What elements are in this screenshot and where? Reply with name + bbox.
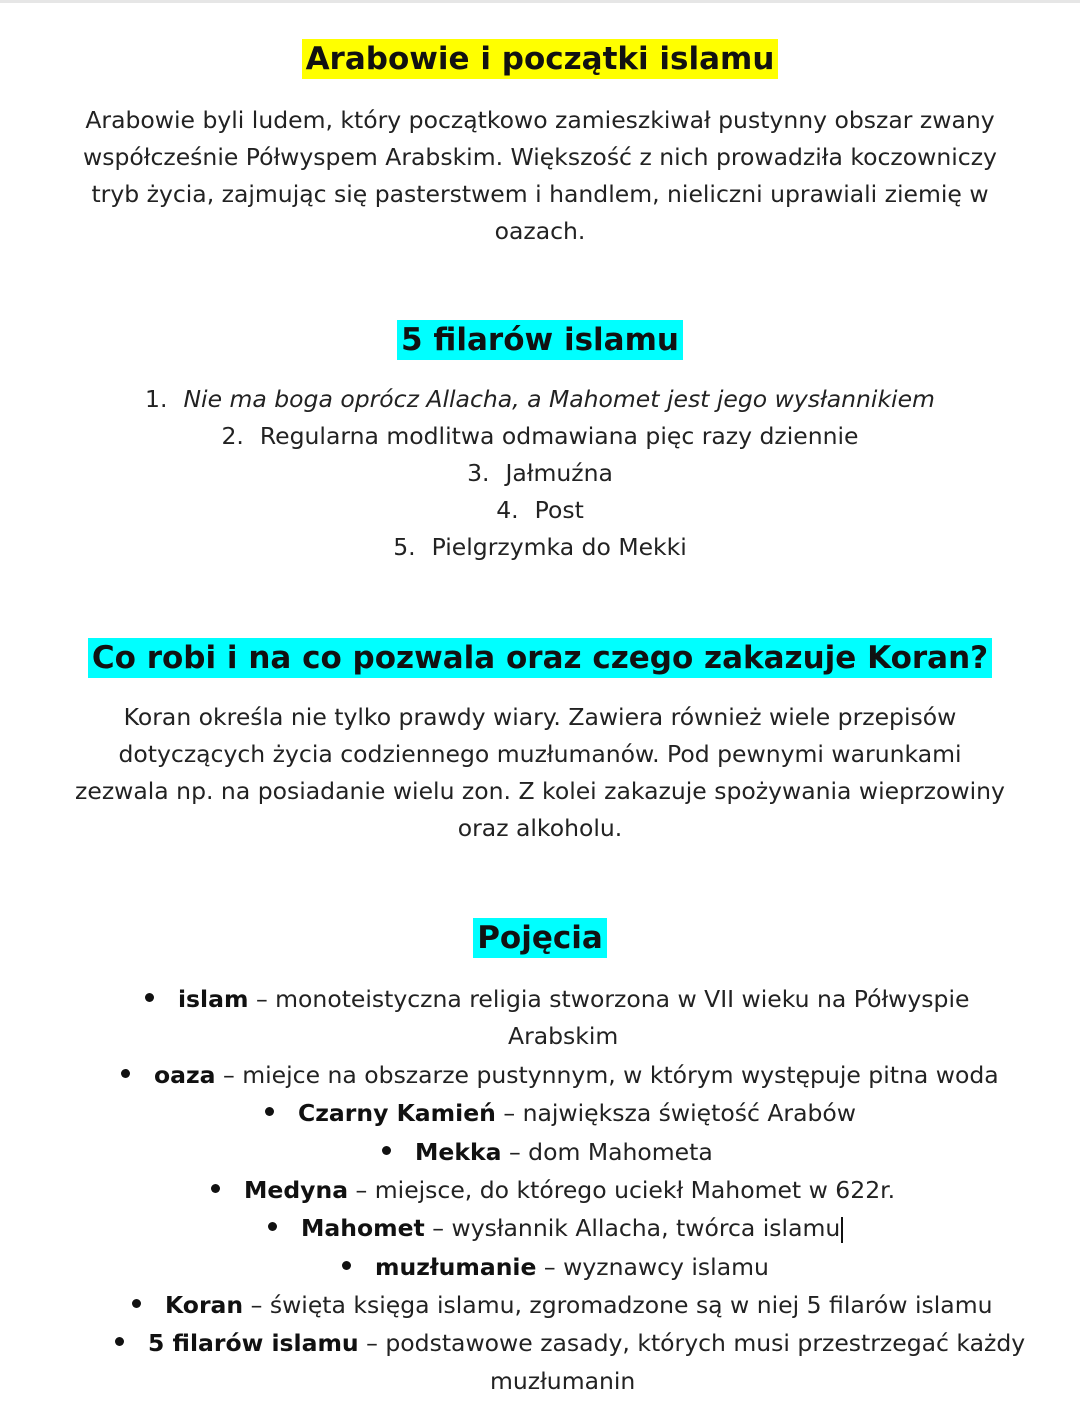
definition: – monoteistyczna religia stworzona w VII wieku na Półwyspie — [255, 985, 970, 1013]
list-text: Nie ma boga oprócz Allacha, a Mahomet jest jego wysłannikiem — [183, 385, 935, 413]
list-item — [0, 418, 1080, 455]
bullet-icon — [145, 993, 154, 1002]
heading-arabs: Arabowie i początki islamu — [302, 39, 779, 79]
list-item — [121, 1056, 999, 1094]
paragraph-koran — [40, 699, 1040, 847]
list-number: 1. — [145, 385, 168, 413]
definition: – podstawowe zasady, których musi przestrzegać każdy — [366, 1329, 1026, 1357]
heading-pillars: 5 filarów islamu — [397, 320, 683, 360]
list-item — [0, 492, 1080, 529]
bullet-icon — [211, 1184, 220, 1193]
paragraph-line: oazach. — [494, 217, 586, 245]
paragraph-line: Koran określa nie tylko prawdy wiary. Zawiera również wiele przepisów — [123, 703, 957, 731]
paragraph-line: zezwala np. na posiadanie wielu zon. Z kolei zakazuje spożywania wieprzowiny — [75, 777, 1005, 805]
bullet-icon — [382, 1146, 391, 1155]
list-item — [342, 1248, 769, 1286]
term: oaza — [154, 1061, 216, 1089]
list-item — [268, 1209, 843, 1247]
paragraph-arabs — [40, 102, 1040, 250]
definition: – wysłannik Allacha, twórca islamu — [432, 1214, 841, 1242]
list-item — [132, 1286, 992, 1324]
list-text: Pielgrzymka do Mekki — [431, 533, 687, 561]
list-item — [0, 455, 1080, 492]
list-item — [0, 381, 1080, 418]
heading-row-pillars — [0, 320, 1080, 360]
definition: – największa świętość Arabów — [503, 1099, 857, 1127]
definition: – miejce na obszarze pustynnym, w którym występuje pitna woda — [223, 1061, 999, 1089]
bullet-icon — [115, 1337, 124, 1346]
list-item-continuation: Arabskim — [508, 1022, 619, 1050]
text-cursor — [841, 1217, 843, 1243]
term: Koran — [165, 1291, 244, 1319]
definition: – wyznawcy islamu — [543, 1253, 769, 1281]
list-item-continuation: muzłumanin — [490, 1367, 636, 1395]
list-text: Post — [534, 496, 584, 524]
paragraph-line: Arabowie byli ludem, który początkowo zamieszkiwał pustynny obszar zwany — [85, 106, 995, 134]
list-text: Jałmuźna — [505, 459, 613, 487]
paragraph-line: współcześnie Półwyspem Arabskim. Większość z nich prowadziła koczowniczy — [83, 143, 997, 171]
paragraph-line: oraz alkoholu. — [457, 814, 623, 842]
bullet-icon — [265, 1107, 274, 1116]
bullet-icon — [132, 1299, 141, 1308]
heading-terms: Pojęcia — [473, 918, 607, 958]
list-item — [115, 1324, 1025, 1362]
term: 5 filarów islamu — [148, 1329, 359, 1357]
list-item — [265, 1094, 856, 1132]
list-item — [382, 1133, 713, 1171]
definition: – dom Mahometa — [508, 1138, 713, 1166]
heading-row-arabs — [0, 39, 1080, 79]
list-text: Regularna modlitwa odmawiana pięc razy dziennie — [259, 422, 859, 450]
term: muzłumanie — [375, 1253, 537, 1281]
paragraph-line: tryb życia, zajmując się pasterstwem i handlem, nieliczni uprawiali ziemię w — [91, 180, 989, 208]
bullet-icon — [121, 1069, 130, 1078]
list-item — [0, 529, 1080, 566]
term: Mekka — [415, 1138, 502, 1166]
heading-row-koran — [0, 638, 1080, 678]
list-number: 2. — [221, 422, 244, 450]
list-item — [211, 1171, 895, 1209]
list-number: 4. — [496, 496, 519, 524]
bullet-icon — [342, 1261, 351, 1270]
term: Mahomet — [301, 1214, 425, 1242]
list-number: 5. — [393, 533, 416, 561]
paragraph-line: dotyczących życia codziennego muzłumanów. Pod pewnymi warunkami — [118, 740, 962, 768]
term: Medyna — [244, 1176, 349, 1204]
list-item — [145, 980, 969, 1018]
heading-row-terms — [0, 918, 1080, 958]
definition: – święta księga islamu, zgromadzone są w niej 5 filarów islamu — [250, 1291, 993, 1319]
term: islam — [178, 985, 249, 1013]
list-number: 3. — [467, 459, 490, 487]
definition: – miejsce, do którego uciekł Mahomet w 622r. — [355, 1176, 896, 1204]
heading-koran: Co robi i na co pozwala oraz czego zakazuje Koran? — [88, 638, 992, 678]
bullet-icon — [268, 1222, 277, 1231]
term: Czarny Kamień — [298, 1099, 496, 1127]
